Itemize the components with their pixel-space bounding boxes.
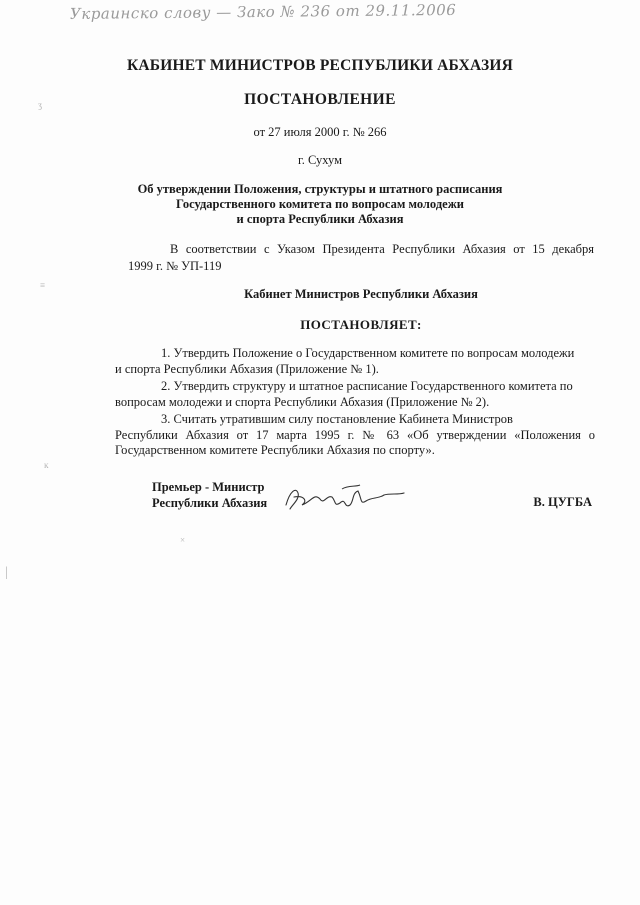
decree-item <box>115 346 595 377</box>
scan-margin-mark: × <box>180 535 186 545</box>
subject-line: и спорта Республики Абхазия <box>236 212 404 226</box>
document-type-heading: ПОСТАНОВЛЕНИЕ <box>244 91 396 108</box>
decree-date-number: от 27 июля 2000 г. № 266 <box>253 125 387 139</box>
scan-margin-mark: ĸ <box>44 460 49 470</box>
handwritten-registration-note: Украинско слову — Зако № 236 от 29.11.2006 <box>69 0 457 23</box>
signatory-name: В. ЦУГБА <box>533 495 592 509</box>
preamble-line: В соответствии с Указом Президента Республики Абхазия от 15 декабря <box>170 242 594 256</box>
decree-items <box>115 346 595 461</box>
issuing-authority: Кабинет Министров Республики Абхазия <box>244 287 478 301</box>
scan-margin-mark: ʒ <box>38 100 42 110</box>
signatory-title-line: Республики Абхазия <box>152 496 268 510</box>
decree-item-line: 3. Считать утратившим силу постановление Кабинета Министров <box>161 412 513 426</box>
preamble-paragraph <box>128 241 594 275</box>
signatory-title <box>152 479 267 511</box>
scan-margin-mark: ≡ <box>40 280 46 290</box>
decree-subject <box>120 182 520 227</box>
scan-margin-mark: | <box>5 565 8 580</box>
signatory-title-line: Премьер - Министр <box>152 480 265 494</box>
subject-line: Об утверждении Положения, структуры и штатного расписания <box>137 182 503 196</box>
decree-item <box>115 379 595 410</box>
decree-item-line: Республики Абхазия от 17 марта 1995 г. № 63 «Об утверждении «Положения о Государственном комитете Республики Абхазия по спорту». <box>115 427 595 457</box>
operative-verb: ПОСТАНОВЛЯЕТ: <box>300 317 422 332</box>
handwritten-signature <box>280 479 410 513</box>
signature-block <box>152 479 592 519</box>
decree-item <box>115 412 595 459</box>
decree-item-line: 1. Утвердить Положение о Государственном комитете по вопросам молодежи <box>161 346 575 360</box>
preamble-line: 1999 г. № УП-119 <box>128 259 222 273</box>
decree-item-line: 2. Утвердить структуру и штатное расписание Государственного комитета по <box>161 379 573 393</box>
subject-line: Государственного комитета по вопросам молодежи <box>176 197 464 211</box>
issuer-heading: КАБИНЕТ МИНИСТРОВ РЕСПУБЛИКИ АБХАЗИЯ <box>126 57 514 74</box>
decree-city: г. Сухум <box>297 153 342 167</box>
decree-item-line: и спорта Республики Абхазия (Приложение № 1). <box>115 361 379 376</box>
decree-item-line: вопросам молодежи и спорта Республики Абхазия (Приложение № 2). <box>115 394 490 409</box>
